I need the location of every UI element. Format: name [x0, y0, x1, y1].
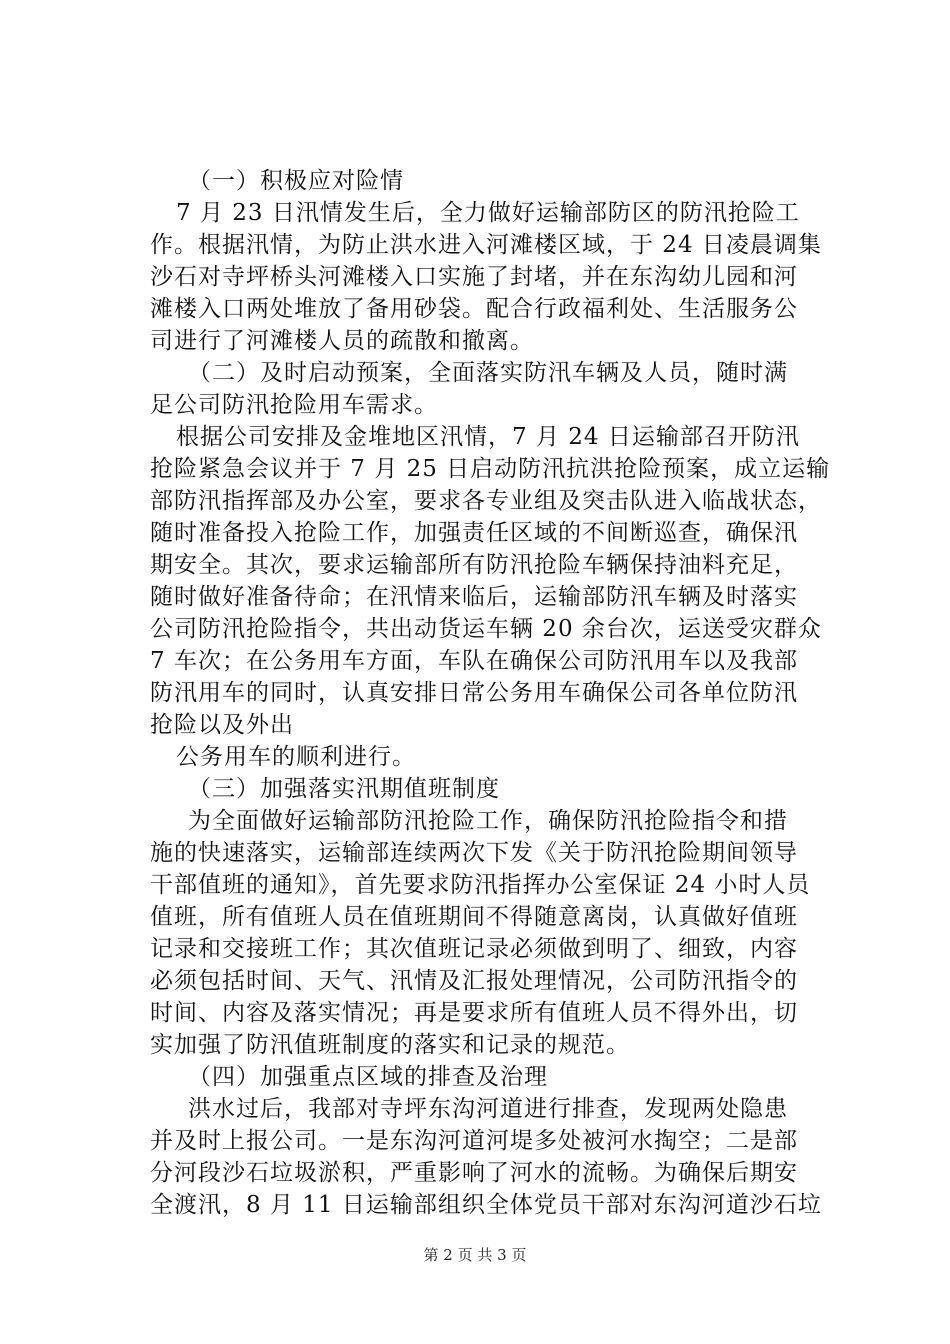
paragraph-line: 抢险以及外出: [150, 712, 294, 738]
paragraph-line: 时间、内容及落实情况；再是要求所有值班人员不得外出，切: [150, 1000, 798, 1026]
paragraph-line: 部防汛指挥部及办公室，要求各专业组及突击队进入临战状态，: [150, 488, 822, 514]
page-number-footer: 第 2 页 共 3 页: [423, 1246, 527, 1264]
paragraph-line: 并及时上报公司。一是东沟河道河堤多处被河水掏空；二是部: [150, 1128, 798, 1154]
paragraph-line: 必须包括时间、天气、汛情及汇报处理情况，公司防汛指令的: [150, 968, 798, 994]
paragraph-line: 7 车次；在公务用车方面，车队在确保公司防汛用车以及我部: [150, 648, 798, 674]
paragraph-line: 全渡汛，8 月 11 日运输部组织全体党员干部对东沟河道沙石垃: [150, 1192, 822, 1218]
paragraph-line: 根据公司安排及金堆地区汛情，7 月 24 日运输部召开防汛: [176, 424, 800, 450]
paragraph-line: 公司防汛抢险指令，共出动货运车辆 20 余台次，运送受灾群众: [150, 616, 822, 642]
paragraph-line: 随时准备投入抢险工作，加强责任区域的不间断巡查，确保汛: [150, 520, 798, 546]
section-heading: （四）加强重点区域的排查及治理: [188, 1064, 548, 1090]
paragraph-line: 沙石对寺坪桥头河滩楼入口实施了封堵，并在东沟幼儿园和河: [150, 264, 798, 290]
paragraph-line: 随时做好准备待命；在汛情来临后，运输部防汛车辆及时落实: [150, 584, 798, 610]
paragraph-line: 为全面做好运输部防汛抢险工作，确保防汛抢险指令和措: [188, 808, 788, 834]
section-heading: （二）及时启动预案，全面落实防汛车辆及人员，随时满: [188, 360, 788, 386]
paragraph-line: 滩楼入口两处堆放了备用砂袋。配合行政福利处、生活服务公: [150, 296, 798, 322]
paragraph-line: 7 月 23 日汛情发生后，全力做好运输部防区的防汛抢险工: [176, 200, 800, 226]
paragraph-line: 作。根据汛情，为防止洪水进入河滩楼区域，于 24 日凌晨调集: [150, 232, 822, 258]
paragraph-line: 值班，所有值班人员在值班期间不得随意离岗，认真做好值班: [150, 904, 798, 930]
paragraph-line: 洪水过后，我部对寺坪东沟河道进行排查，发现两处隐患: [188, 1096, 788, 1122]
paragraph-line: 实加强了防汛值班制度的落实和记录的规范。: [150, 1032, 630, 1058]
paragraph-line: 防汛用车的同时，认真安排日常公务用车确保公司各单位防汛: [150, 680, 798, 706]
paragraph-line: 期安全。其次，要求运输部所有防汛抢险车辆保持油料充足，: [150, 552, 798, 578]
paragraph-line: 干部值班的通知》，首先要求防汛指挥办公室保证 24 小时人员: [150, 872, 811, 898]
paragraph-line: 记录和交接班工作；其次值班记录必须做到明了、细致，内容: [150, 936, 798, 962]
section-heading: （一）积极应对险情: [188, 168, 404, 194]
paragraph-line: 司进行了河滩楼人员的疏散和撤离。: [150, 328, 534, 354]
paragraph-line: 抢险紧急会议并于 7 月 25 日启动防汛抗洪抢险预案，成立运输: [150, 456, 831, 482]
paragraph-line: 足公司防汛抢险用车需求。: [150, 392, 438, 418]
section-heading: （三）加强落实汛期值班制度: [188, 776, 500, 802]
paragraph-line: 施的快速落实，运输部连续两次下发《关于防汛抢险期间领导: [150, 840, 798, 866]
paragraph-line: 公务用车的顺利进行。: [176, 744, 416, 770]
paragraph-line: 分河段沙石垃圾淤积，严重影响了河水的流畅。为确保后期安: [150, 1160, 798, 1186]
